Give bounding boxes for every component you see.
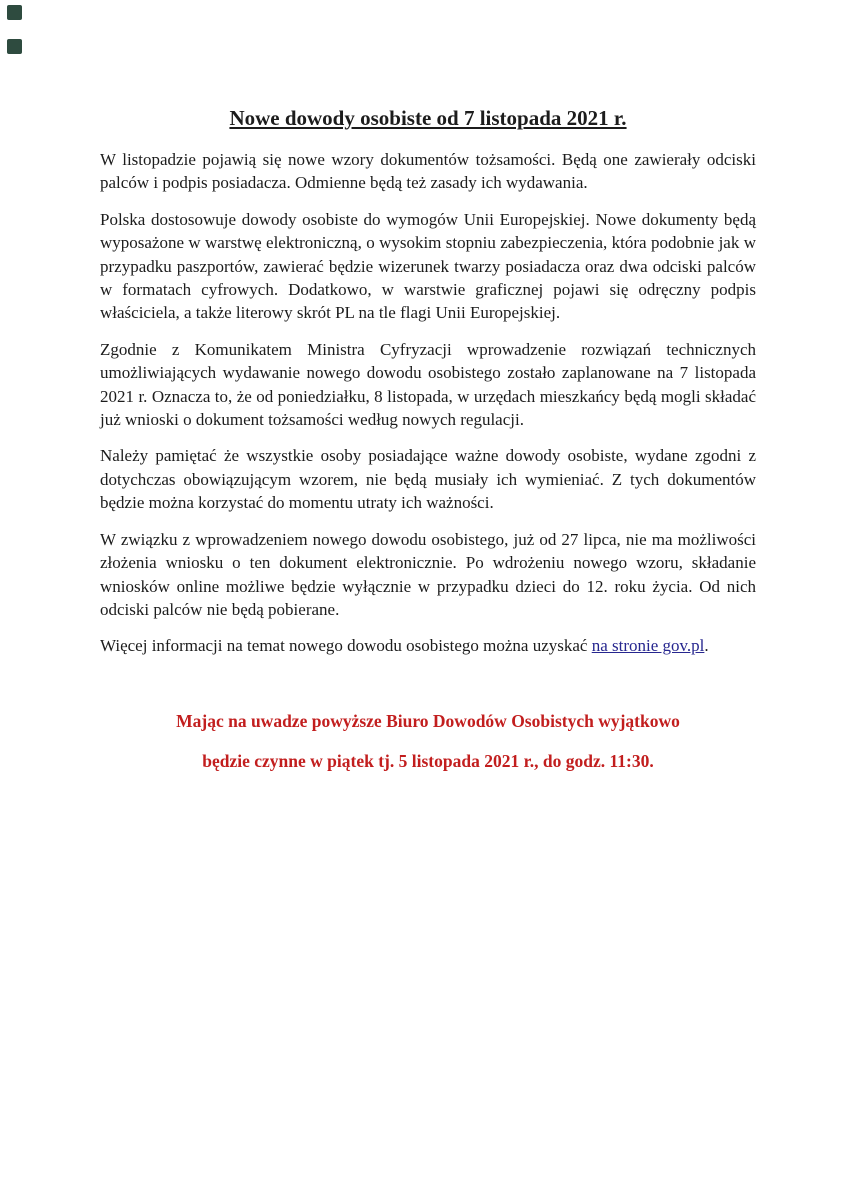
notice-line-2: będzie czynne w piątek tj. 5 listopada 2021 r., do godz. 11:30. (202, 750, 654, 771)
more-info-period: . (704, 636, 709, 656)
more-info-text: Więcej informacji na temat nowego dowodu osobistego można uzyskać (100, 636, 592, 656)
paragraph-eu-requirements: Polska dostosowuje dowody osobiste do wymogów Unii Europejskiej. Nowe dokumenty będą wyposażone w warstwę elektroniczną, o wysokim stopniu zabezpieczenia, która podobnie jak w przypadku paszportów, zawierać będzie wizerunek twarzy posiadacza oraz dwa odciski palców w formatach cyfrowych. Dodatkowo, w warstwie graficznej pojawi się odręczny podpis właściciela, a także literowy skrót PL na tle flagi Unii Europejskiej. (100, 209, 756, 323)
corner-marker-icon (7, 39, 22, 54)
paragraph-validity: Należy pamiętać że wszystkie osoby posiadające ważne dowody osobiste, wydane zgodni z dotychczas obowiązującym wzorem, nie będą musiały ich wymieniać. Z tych dokumentów będzie można korzystać do momentu utraty ich ważności. (100, 446, 756, 513)
paragraph-online-applications: W związku z wprowadzeniem nowego dowodu osobistego, już od 27 lipca, nie ma możliwości złożenia wniosku o ten dokument elektronicznie. Po wdrożeniu nowego wzoru, składanie wniosków online możliwe będzie wyłącznie w przypadku dzieci do 12. roku życia. Od nich odciski palców nie będą pobierane. (100, 529, 756, 619)
document-body (100, 106, 756, 772)
paragraph-ministry-announcement: Zgodnie z Komunikatem Ministra Cyfryzacji wprowadzenie rozwiązań technicznych umożliwiających wydawanie nowego dowodu osobistego zostało zaplanowane na 7 listopada 2021 r. Oznacza to, że od poniedziałku, 8 listopada, w urzędach mieszkańcy będą mogli składać już wnioski o dokument tożsamości według nowych regulacji. (100, 339, 756, 430)
notice-line-1: Mając na uwadze powyższe Biuro Dowodów Osobistych wyjątkowo (176, 710, 680, 731)
page-title: Nowe dowody osobiste od 7 listopada 2021 r. (229, 106, 627, 130)
paragraph-intro: W listopadzie pojawią się nowe wzory dokumentów tożsamości. Będą one zawierały odciski palców i podpis posiadacza. Odmienne będą też zasady ich wydawania. (100, 150, 756, 193)
more-info-line (100, 634, 756, 657)
corner-marker-icon (7, 5, 22, 20)
office-hours-notice (100, 710, 756, 772)
gov-pl-link[interactable]: na stronie gov.pl (591, 636, 705, 656)
